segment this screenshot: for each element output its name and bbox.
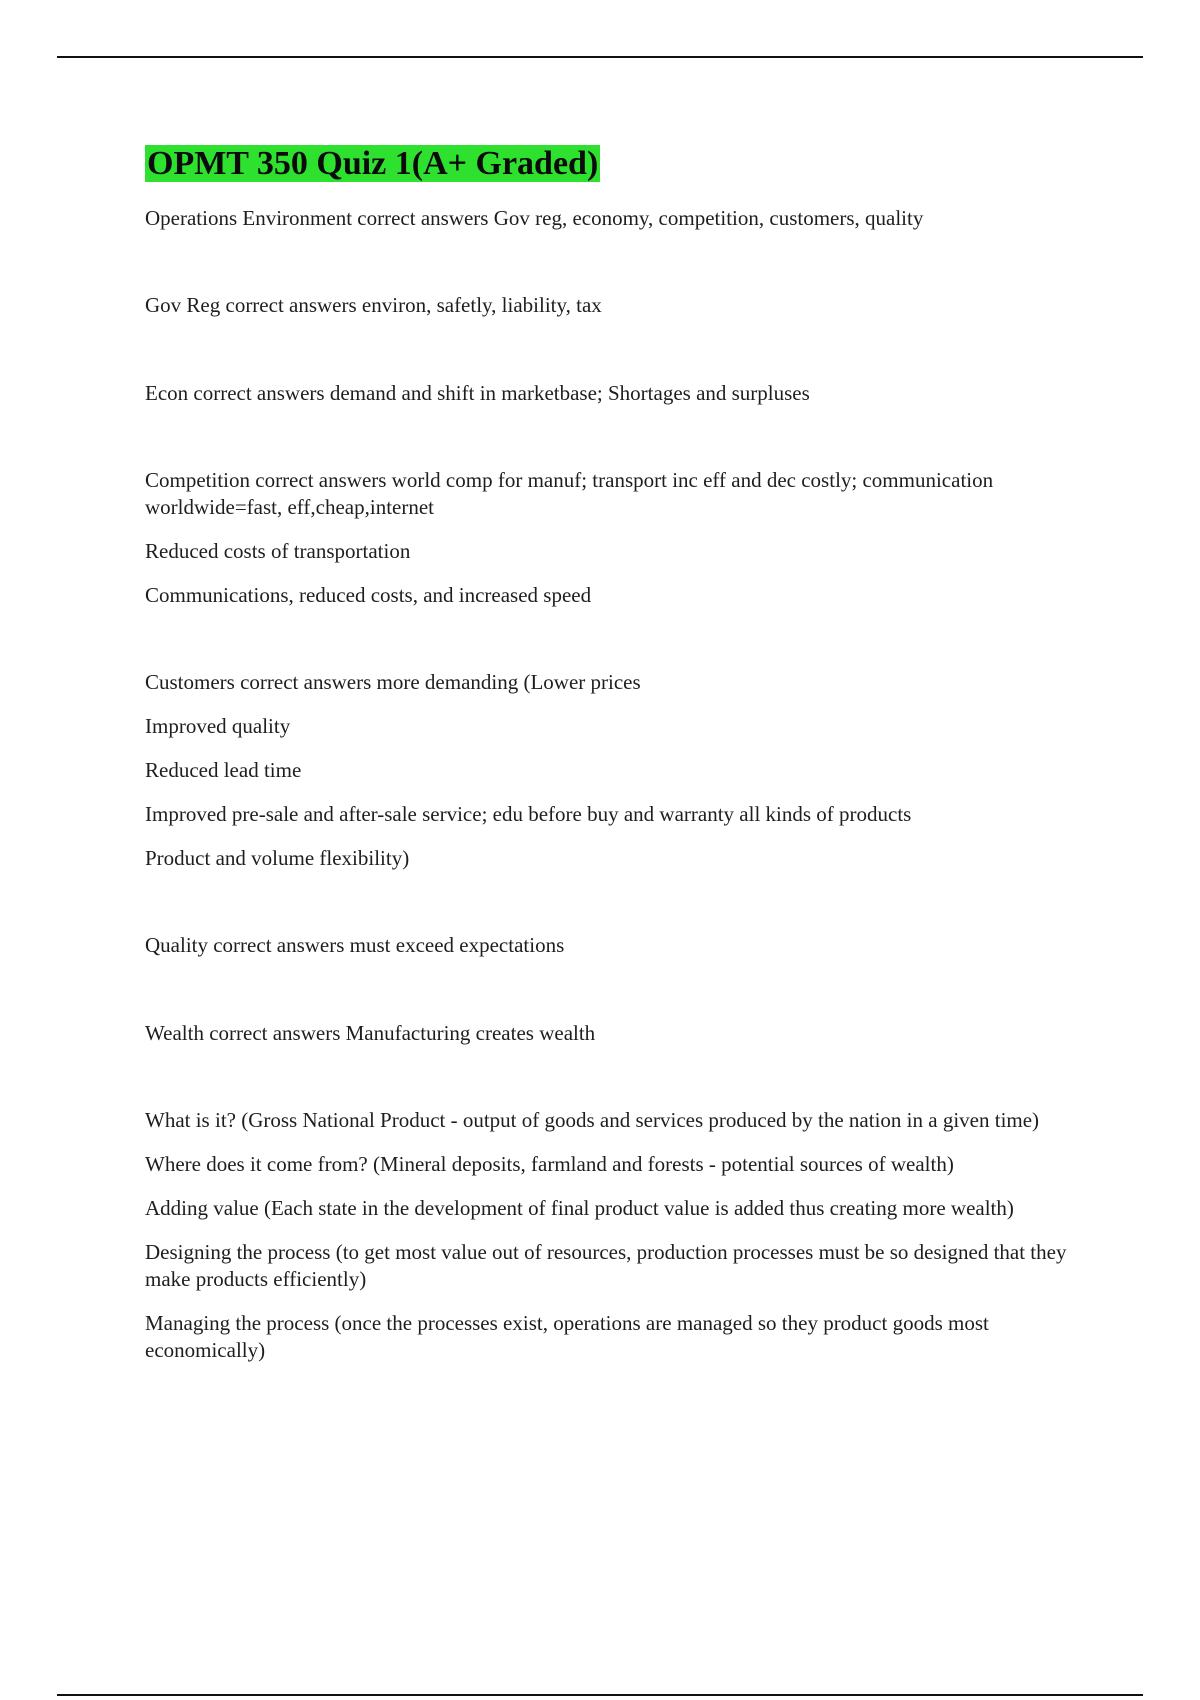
entry-line: Adding value (Each state in the development of final product value is added thus creating more wealth) [145,1196,1014,1220]
entry-operations-environment [145,205,1075,232]
entry-line: What is it? (Gross National Product - output of goods and services produced by the nation in a given time) [145,1108,1040,1132]
entry-line: Communications, reduced costs, and increased speed [145,583,592,607]
entry-line: Gov Reg correct answers environ, safetly, liability, tax [145,293,602,317]
entry-line: Customers correct answers more demanding (Lower prices [145,670,641,694]
entry-gov-reg [145,292,1075,319]
entry-line: Designing the process (to get most value out of resources, production processes must be so designed that they make products efficiently) [145,1240,1067,1291]
entry-line: Quality correct answers must exceed expectations [145,933,565,957]
top-rule [57,56,1143,58]
entry-competition [145,467,1075,609]
title-highlight: OPMT 350 Quiz 1(A+ Graded) [147,145,599,182]
document-title [145,142,600,186]
entry-customers [145,669,1075,872]
entry-wealth-details [145,1107,1075,1364]
entry-line: Product and volume flexibility) [145,846,410,870]
entry-line: Improved pre-sale and after-sale service; edu before buy and warranty all kinds of products [145,802,912,826]
entry-wealth [145,1020,1075,1047]
entry-line: Managing the process (once the processes exist, operations are managed so they product goods most economically) [145,1311,989,1362]
entry-line: Reduced lead time [145,758,302,782]
entry-line: Competition correct answers world comp for manuf; transport inc eff and dec costly; communication worldwide=fast, eff,cheap,internet [145,468,994,519]
bottom-rule [57,1694,1143,1696]
entry-line: Improved quality [145,714,291,738]
entry-econ [145,380,1075,407]
entry-line: Econ correct answers demand and shift in marketbase; Shortages and surpluses [145,381,810,405]
entry-quality [145,932,1075,959]
entry-line: Where does it come from? (Mineral deposits, farmland and forests - potential sources of wealth) [145,1152,954,1176]
entry-line: Reduced costs of transportation [145,539,411,563]
entry-line: Operations Environment correct answers Gov reg, economy, competition, customers, quality [145,206,924,230]
entry-line: Wealth correct answers Manufacturing creates wealth [145,1021,596,1045]
